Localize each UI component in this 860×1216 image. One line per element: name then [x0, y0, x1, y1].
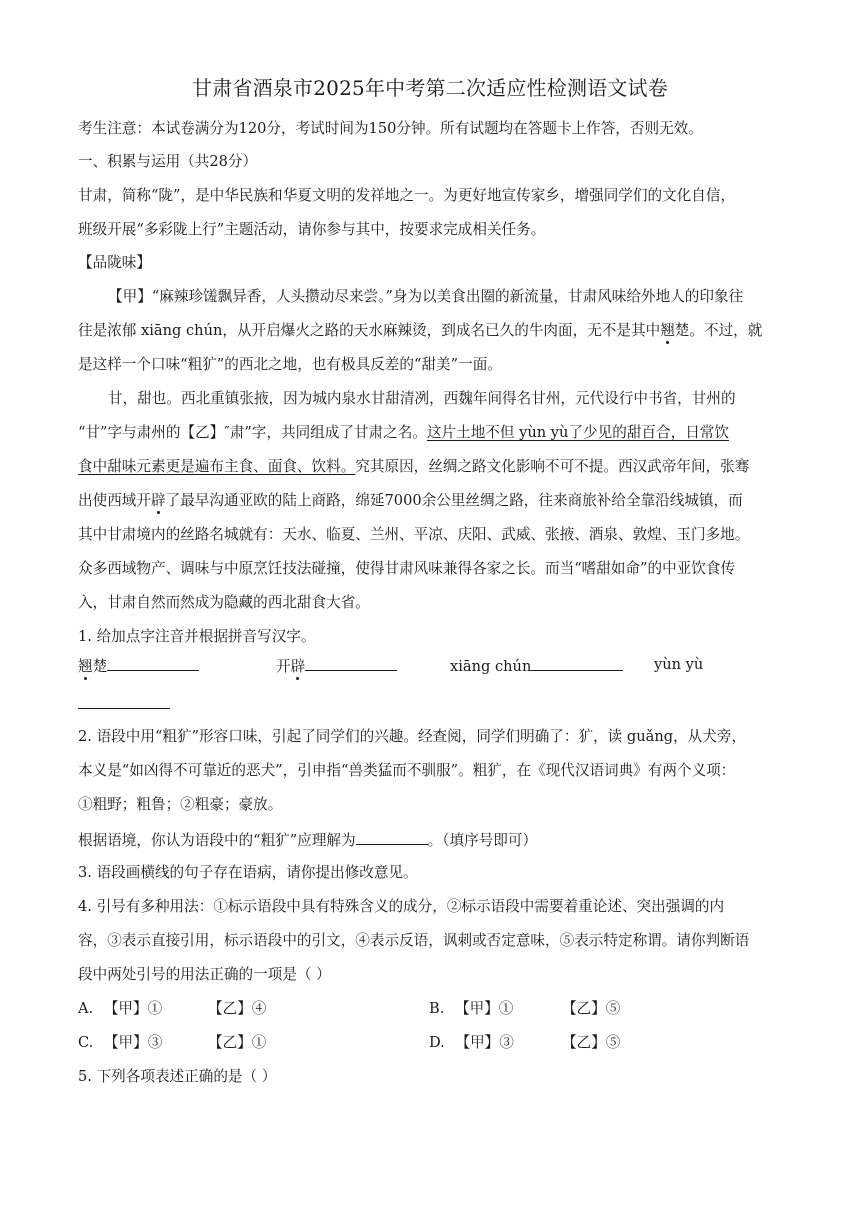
dotted-char: 翘 [78, 658, 93, 675]
underlined-sentence: 食中甜味元素更是遍布主食、面食、饮料。 [78, 458, 356, 475]
dotted-char: 翘 [660, 322, 675, 339]
intro-line-1: 甘肃，简称“陇”，是中华民族和华夏文明的发祥地之一。为更好地宣传家乡，增强同学们的文化自信， [78, 187, 736, 204]
option-label: B. [429, 1000, 445, 1017]
option-label: D. [429, 1034, 445, 1051]
subsection-heading: 【品陇味】 [78, 254, 151, 271]
passage-text: “甘”字与肃州的【乙】 [78, 424, 225, 441]
option-c[interactable] [78, 1032, 267, 1054]
answer-blank[interactable] [107, 654, 199, 671]
q1-item-4 [654, 654, 703, 676]
passage-jia-line-2 [78, 320, 798, 342]
option-jia: 【甲】③ [455, 1034, 514, 1051]
passage-text: ″肃”字，共同组成了甘肃之名。 [224, 424, 427, 441]
answer-blank[interactable] [78, 708, 170, 709]
question-3: 3. 语段画横线的句子存在语病，请你提出修改意见。 [78, 864, 418, 881]
option-a[interactable] [78, 998, 267, 1020]
option-yi: 【乙】① [208, 1034, 267, 1051]
q1-pinyin: yùn yù [654, 656, 704, 673]
q1-item-2 [276, 654, 397, 678]
passage-jia-line-1: 【甲】“麻辣珍馐飘异香，人头攒动尽来尝。”身为以美食出圈的新流量，甘肃风味给外地人的印象往 [108, 288, 744, 305]
section-heading: 一、积累与运用（共28分） [78, 153, 258, 170]
option-b[interactable] [429, 998, 621, 1020]
option-yi: 【乙】⑤ [562, 1034, 621, 1051]
q1-item-text: 开 [276, 658, 291, 675]
option-yi: 【乙】④ [208, 1000, 267, 1017]
option-label: A. [78, 1000, 94, 1017]
q1-item-3 [450, 654, 623, 678]
option-label: C. [78, 1034, 94, 1051]
q1-pinyin: xiāng chún [450, 658, 532, 675]
question-4-line-1: 4. 引号有多种用法：①标示语段中具有特殊含义的成分，②标示语段中需要着重论述、突出强调的内 [78, 898, 725, 915]
q2-text: 根据语境，你认为语段中的“粗犷”应理解为 [78, 832, 356, 849]
answer-blank[interactable] [305, 654, 397, 671]
question-5: 5. 下列各项表述正确的是（ ） [78, 1068, 277, 1085]
passage-text: 楚。不过，就 [674, 322, 763, 339]
underlined-sentence: 这片土地不但 yùn yù了少见的甜百合，日常饮 [426, 424, 729, 441]
passage-line-2 [78, 422, 798, 444]
question-4-line-2: 容，③表示直接引用，标示语段中的引文，④表示反语，讽刺或否定意味，⑤表示特定称谓。请你判断语 [78, 932, 750, 949]
passage-text: 出使西域开 [78, 492, 151, 509]
option-d[interactable] [429, 1032, 621, 1054]
option-jia: 【甲】③ [103, 1034, 163, 1051]
question-2-line-1: 2. 语段中用“粗犷”形容口味，引起了同学们的兴趣。经查阅，同学们明确了：犷，读 guǎng，从犬旁， [78, 728, 747, 745]
question-2-line-4 [78, 828, 798, 852]
passage-line-4 [78, 490, 798, 512]
question-2-line-2: 本义是“如凶得不可靠近的恶犬”，引申指“兽类猛而不驯服”。粗犷，在《现代汉语词典》有两个义项： [78, 762, 736, 779]
passage-text: 了最早沟通亚欧的陆上商路，绵延7000余公里丝绸之路，往来商旅补给全靠沿线城镇，而 [165, 492, 743, 509]
dotted-char: 辟 [290, 658, 306, 675]
intro-line-2: 班级开展“多彩陇上行”主题活动，请你参与其中，按要求完成相关任务。 [78, 221, 546, 238]
passage-line-5: 其中甘肃境内的丝路名城就有：天水、临夏、兰州、平凉、庆阳、武威、张掖、酒泉、敦煌、玉门多地。 [78, 526, 750, 543]
option-jia: 【甲】① [103, 1000, 163, 1017]
passage-jia-line-3: 是这样一个口味“粗犷”的西北之地，也有极具反差的“甜美”一面。 [78, 356, 502, 373]
option-jia: 【甲】① [455, 1000, 514, 1017]
answer-blank[interactable] [356, 828, 428, 845]
answer-blank[interactable] [531, 654, 623, 671]
option-yi: 【乙】⑤ [562, 1000, 621, 1017]
question-4-line-3: 段中两处引号的用法正确的一项是（ ） [78, 966, 331, 983]
question-1-stem: 1. 给加点字注音并根据拼音写汉字。 [78, 628, 316, 645]
question-2-line-3: ①粗野；粗鲁；②粗豪；豪放。 [78, 796, 283, 813]
passage-line-6: 众多西域物产、调味与中原烹饪技法碰撞，使得甘肃风味兼得各家之长。而当“嗜甜如命”的中亚饮食传 [78, 560, 736, 577]
q1-item-text: 楚 [92, 658, 108, 675]
passage-line-1: 甘，甜也。西北重镇张掖，因为城内泉水甘甜清冽，西魏年间得名甘州，元代设行中书省，甘州的 [108, 390, 736, 407]
q1-item-1 [78, 654, 199, 678]
passage-line-3 [78, 456, 798, 478]
passage-text: 究其原因，丝绸之路文化影响不可不提。西汉武帝年间，张骞 [355, 458, 750, 475]
exam-notice: 考生注意：本试卷满分为120分，考试时间为150分钟。所有试题均在答题卡上作答，否则无效。 [78, 120, 703, 137]
passage-line-7: 入，甘肃自然而然成为隐藏的西北甜食大省。 [78, 594, 370, 611]
passage-text: 往是浓郁 xiāng chún，从开启爆火之路的天水麻辣烫，到成名已久的牛肉面，无不是其中 [78, 322, 661, 339]
exam-title: 甘肃省酒泉市2025年中考第二次适应性检测语文试卷 [192, 76, 668, 100]
q2-text: 。（填序号即可） [427, 832, 538, 849]
dotted-char: 辟 [150, 492, 166, 509]
